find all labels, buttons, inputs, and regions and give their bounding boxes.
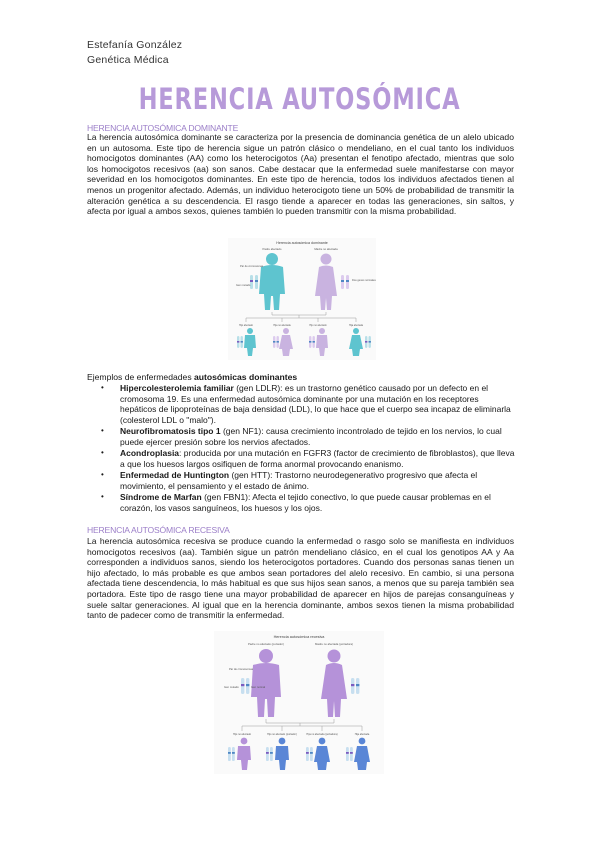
disease-description: (gen LDLR): es un trastorno genético causado por un defecto en el cromosoma 19. Es una enfermedad autosómica dominante por una mutación en los receptores hepáticos de lipoproteínas de baja densidad (LDL), lo que hace que el cuerpo sea incapaz de eliminarla (colesterol LDL o "malo"). bbox=[120, 383, 511, 426]
dom-mother-label: Madre no afectada bbox=[314, 247, 338, 251]
course-name: Genética Médica bbox=[87, 54, 169, 66]
examples-intro-bold: autosómicas dominantes bbox=[194, 372, 298, 382]
author-name: Estefanía González bbox=[87, 39, 183, 51]
list-item bbox=[93, 426, 515, 447]
dom-normal-genes-label: Dos genes normales bbox=[352, 279, 376, 282]
examples-intro bbox=[87, 372, 297, 383]
disease-name: Neurofibromatosis tipo 1 bbox=[120, 426, 221, 437]
bullet-icon: • bbox=[101, 448, 104, 458]
list-item bbox=[93, 448, 515, 469]
disease-name: Hipercolesterolemia familiar bbox=[120, 383, 234, 393]
rec-fig-title: Herencia autosómica recesiva bbox=[273, 635, 325, 639]
page-title: HERENCIA AUTOSÓMICA bbox=[138, 82, 461, 116]
recessive-paragraph: La herencia autosómica recesiva se produce cuando la enfermedad o rasgo solo se manifiesta en individuos homocigotos recesivos (aa). También sigue un patrón mendeliano clásico, en el cual los genotipos AA y Aa corresponden a individuos sanos, siendo los heterocigotos portadores. Cuando dos personas sanas tienen un hijo afectado, lo más probable es que ambos sean portadores del alelo recesivo. En cambio, si una persona afectada tiene descendencia, lo más habitual es que sus hijos sean sanos, a menos que su pareja también sea portadora. Este tipo de rasgo tiene una mayor probabilidad de aparecer en hijos de parejas consanguíneas y suele saltar generaciones. Al igual que en la herencia dominante, ambos sexos tienen la misma probabilidad tanto de padecer como de transmitir la enfermedad. bbox=[87, 536, 514, 621]
rec-child-label-1: Hijo no afectado bbox=[232, 733, 252, 736]
dom-fig-title: Herencia autosómica dominante bbox=[276, 241, 328, 245]
disease-list bbox=[93, 383, 515, 514]
recessive-pedigree-svg bbox=[214, 631, 384, 774]
dom-child-label-4: Hija afectada bbox=[349, 324, 363, 327]
bullet-icon: • bbox=[101, 470, 104, 480]
rec-child-label-2: Hijo no afectado (portador) bbox=[267, 733, 297, 736]
rec-gene-label: Gen mutado bbox=[224, 686, 239, 689]
recessive-heading: HERENCIA AUTOSÓMICA RECESIVA bbox=[87, 525, 230, 535]
dom-pair-label: Par de cromosomas bbox=[240, 265, 264, 268]
disease-name: Enfermedad de Huntington bbox=[120, 470, 230, 481]
dominant-pedigree-svg bbox=[228, 238, 376, 360]
dominant-paragraph: La herencia autosómica dominante se caracteriza por la presencia de dominancia genética de un alelo ubicado en un autosoma. Este tipo de herencia sigue un patrón clásico o mendeliano, en el cual tanto los individuos homocigotos dominantes (AA) como los heterocigotos (Aa) presentan el fenotipo afectado, mientras que solo los homocigotos recesivos (aa) son sanos. Cabe destacar que la enfermedad suele manifestarse con mayor severidad en los homocigotos dominantes. En este tipo de herencia, todos los individuos afectados tienen al menos un progenitor afectado. Además, un individuo heterocigoto tiene un 50% de probabilidad de transmitir la alteración genética a su descendencia. El rasgo tiende a aparecer en todas las generaciones, sin saltos, y afecta por igual a ambos sexos, quienes también lo pueden transmitir con la misma probabilidad. bbox=[87, 132, 514, 217]
rec-father-label: Padre no afectado (portador) bbox=[248, 642, 284, 646]
dom-child-label-3: Hijo no afectado bbox=[309, 324, 327, 327]
dom-gene-label: Gen mutado bbox=[236, 284, 251, 287]
dom-father-label: Padre afectado bbox=[262, 247, 282, 251]
dominant-heading: HERENCIA AUTOSÓMICA DOMINANTE bbox=[87, 123, 239, 133]
rec-child-label-3: Hija no afectada (portadora) bbox=[306, 733, 338, 736]
disease-description: (gen HTT): Trastorno neurodegenerativo progresivo que afecta el movimiento, el pensamiento y el estado de ánimo. bbox=[120, 470, 478, 491]
disease-description: (gen NF1): causa crecimiento incontrolado de tejido en los nervios, lo cual puede ejercer presión sobre los nervios afectados. bbox=[120, 426, 502, 448]
disease-name: Síndrome de Marfan bbox=[120, 492, 202, 503]
dominant-diagram bbox=[228, 238, 376, 360]
rec-normal-label: Gen normal bbox=[251, 686, 266, 689]
bullet-icon: • bbox=[101, 492, 104, 502]
bullet-icon: • bbox=[101, 426, 104, 436]
list-item bbox=[93, 470, 515, 491]
dom-child-label-1: Hijo afectado bbox=[239, 324, 253, 327]
examples-intro-text: Ejemplos de enfermedades bbox=[87, 372, 195, 382]
author-block bbox=[87, 38, 182, 68]
dom-child-label-2: Hija no afectada bbox=[273, 324, 291, 327]
disease-description: : producida por una mutación en FGFR3 (factor de crecimiento de fibroblastos), que lleva a que los huesos largos osifiquen de forma anormal provocando enanismo. bbox=[120, 448, 515, 469]
rec-child-label-4: Hija afectada bbox=[354, 733, 370, 736]
list-item bbox=[93, 383, 515, 426]
disease-description: (gen FBN1): Afecta el tejido conectivo, lo que puede causar problemas en el corazón, los vasos sanguíneos, los huesos y los ojos. bbox=[120, 492, 491, 513]
list-item bbox=[93, 492, 515, 513]
disease-name: Acondroplasia bbox=[120, 448, 180, 459]
recessive-diagram bbox=[214, 631, 384, 774]
bullet-icon: • bbox=[101, 383, 104, 392]
rec-pair-label: Par de cromosomas bbox=[229, 668, 254, 671]
rec-mother-label: Madre no afectada (portadora) bbox=[315, 642, 353, 646]
